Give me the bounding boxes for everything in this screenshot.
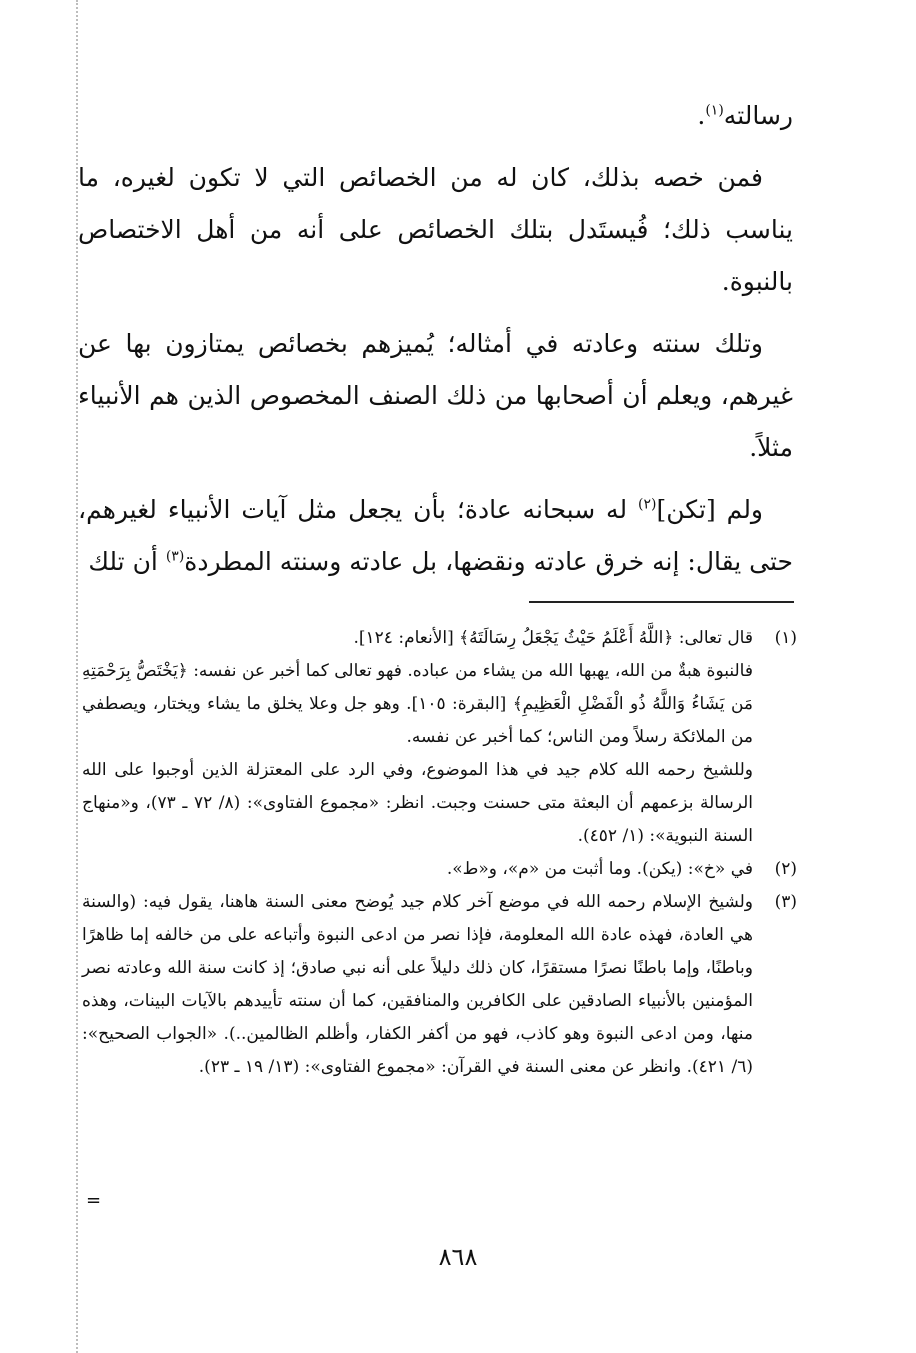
footnote-body (82, 886, 753, 1084)
footnote-line: ولشيخ الإسلام رحمه الله في موضع آخر كلام جيد يُوضح معنى السنة هاهنا، يقول فيه: (والسنة هي العادة، فهذه عادة الله المعلومة، فإذا نصر من ادعى النبوة وأتباعه على من خالفه إما ظاهرًا وباطنًا، وإما باطنًا نصرًا مستقرًا، كان ذلك دليلاً على أنه نبي صادق؛ إذ كانت سنة الله وعادته نصر المؤمنين بالأنبياء الصادقين على الكافرين والمنافقين، كما أن سنته تأييدهم بالآيات البينات، وهذه منها، ومن ادعى النبوة وهو كاذب، فهو من أكفر الكفار، وأظلم الظالمين..). «الجواب الصحيح»: (٦/ ٤٢١). وانظر عن معنى السنة في القرآن: «مجموع الفتاوى»: (١٣/ ١٩ ـ ٢٣). (82, 892, 753, 1077)
footnote-line: وللشيخ رحمه الله كلام جيد في هذا الموضوع، وفي الرد على المعتزلة الذين أوجبوا على الله الرسالة بزعمهم أن البعثة متى حسنت وجبت. انظر: «مجموع الفتاوى»: (٨/ ٧٢ ـ ٧٣)، و«منهاج السنة النبوية»: (١/ ٤٥٢). (82, 760, 753, 846)
footnote-line: قال تعالى: ﴿اللَّهُ أَعْلَمُ حَيْثُ يَجْعَلُ رِسَالَتَهُ﴾ [الأنعام: ١٢٤]. (353, 628, 753, 648)
text-run: أن تلك (88, 547, 166, 576)
footnote-line: في «خ»: (يكن). وما أثبت من «م»، و«ط». (446, 859, 753, 879)
footnote-number: (٢) (774, 859, 797, 879)
footnote-body (82, 622, 753, 853)
text-run: له سبحانه عادة؛ بأن يجعل مثل آيات الأنبياء لغيرهم، حتى يقال: إنه خرق عادته ونقضها، بل عادته وسنته المطردة (78, 495, 793, 576)
footnote-separator (529, 601, 794, 603)
text-run: رسالته (723, 101, 793, 130)
text-run: فمن خصه بذلك، كان له من الخصائص التي لا تكون لغيره، ما يناسب ذلك؛ فُيستَدل بتلك الخصائص على أنه من أهل الاختصاص بالنبوة. (78, 163, 793, 296)
main-text (78, 90, 793, 598)
footnote-ref-3[interactable]: (٣) (165, 548, 185, 565)
footnote-2 (82, 853, 797, 886)
footnotes (82, 622, 797, 1084)
paragraph-4 (78, 484, 793, 588)
text-run: وتلك سنته وعادته في أمثاله؛ يُميزهم بخصائص يمتازون بها عن غيرهم، ويعلم أن أصحابها من ذلك الصنف المخصوص الذين هم الأنبياء مثلاً. (78, 329, 793, 462)
footnote-ref-2[interactable]: (٢) (638, 496, 657, 513)
continuation-mark: = (86, 1190, 102, 1211)
footnote-body (82, 853, 753, 886)
paragraph-3 (78, 318, 793, 474)
text-run: . (697, 101, 706, 130)
paragraph-1 (78, 90, 793, 142)
footnote-3 (82, 886, 797, 1084)
footnote-ref-1[interactable]: (١) (705, 102, 724, 119)
footnote-1 (82, 622, 797, 853)
footnote-number: (٣) (774, 892, 797, 912)
footnote-line: فالنبوة هبةٌ من الله، يهبها الله من يشاء من عباده. فهو تعالى كما أخبر عن نفسه: ﴿يَخْتَصُّ بِرَحْمَتِهِ مَن يَشَاءُ وَاللَّهُ ذُو الْفَضْلِ الْعَظِيمِ﴾ [البقرة: ١٠٥]. وهو جل وعلا يخلق ما يشاء ويختار، ويصطفي من الملائكة رسلاً ومن الناس؛ كما أخبر عن نفسه. (82, 661, 753, 747)
text-run: ولم [تكن] (656, 495, 764, 524)
page-number: ٨٦٨ (438, 1243, 478, 1271)
paragraph-2 (78, 152, 793, 308)
footnote-number: (١) (774, 628, 797, 648)
